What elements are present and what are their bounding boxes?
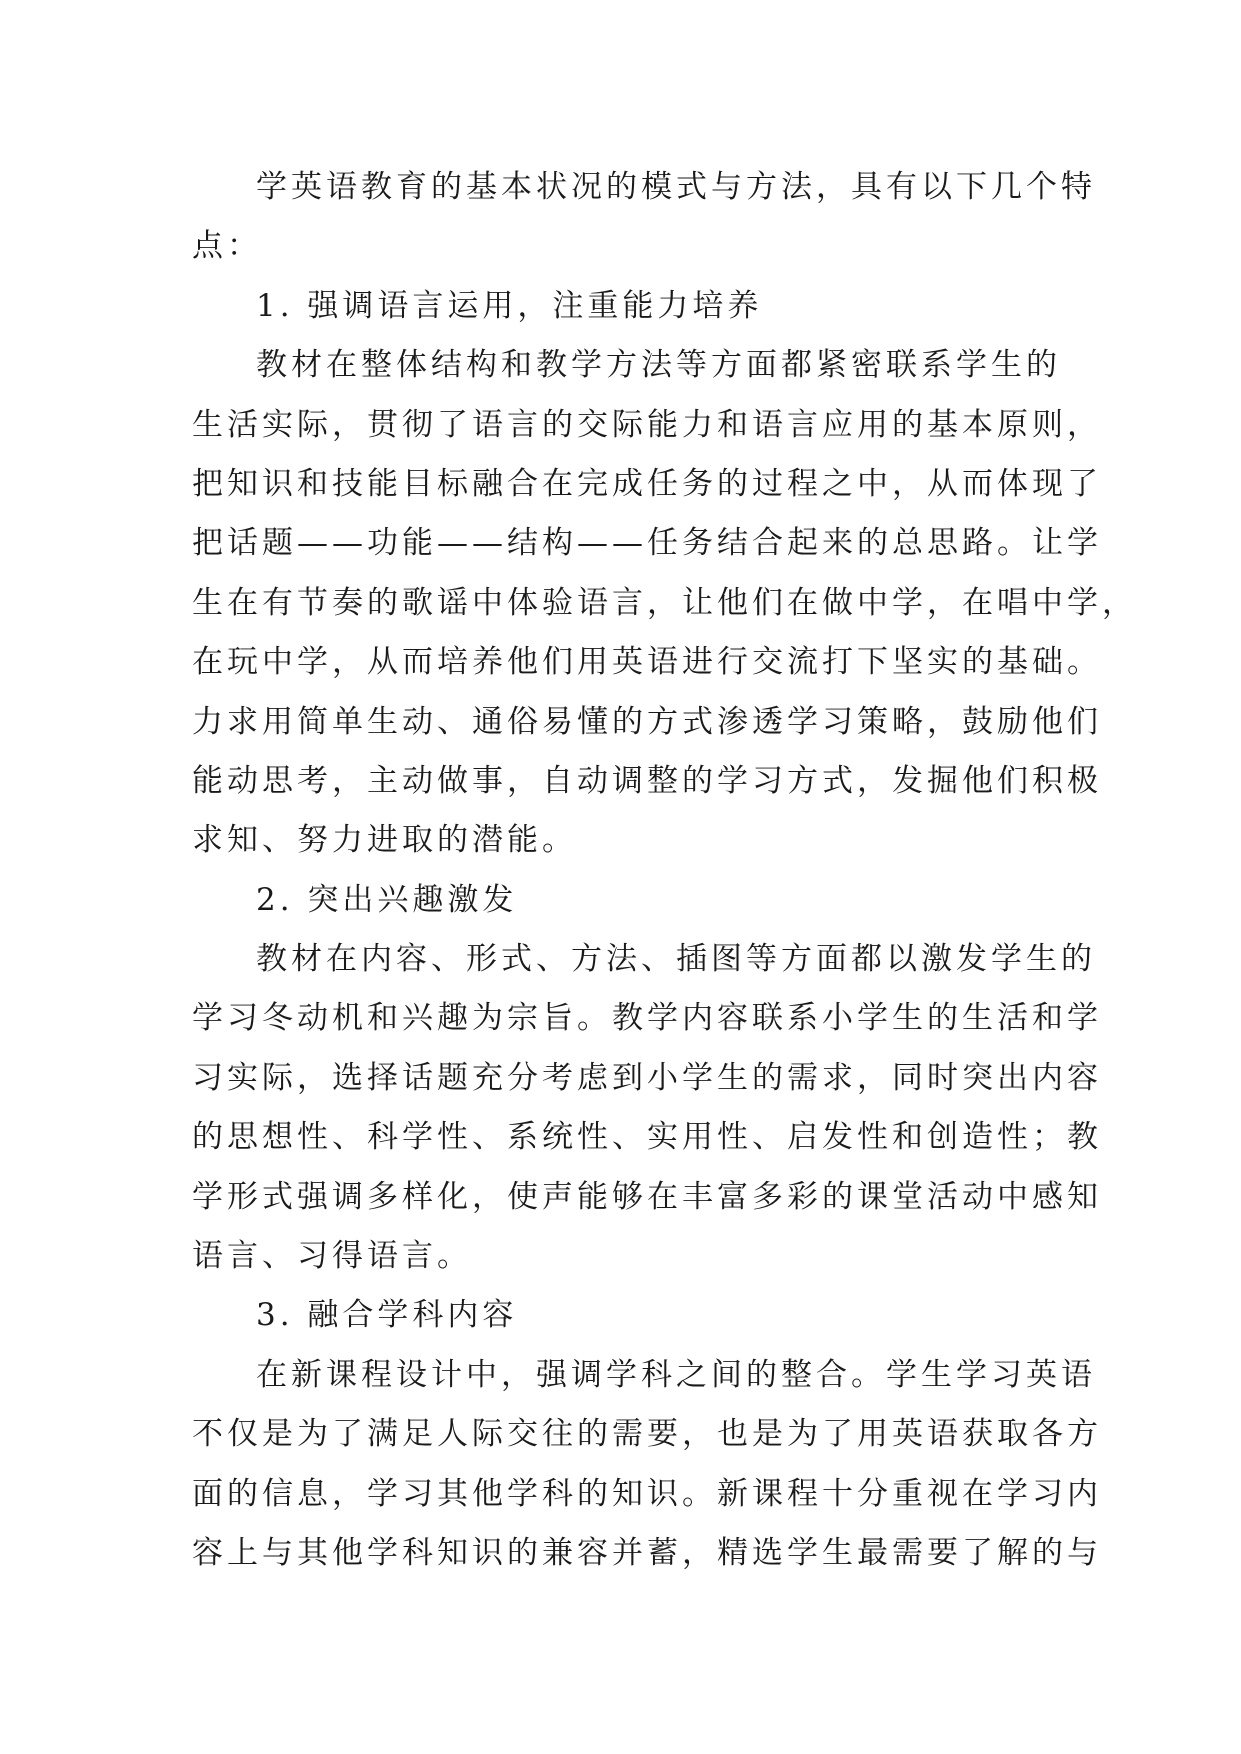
paragraph-line: 生在有节奏的歌谣中体验语言，让他们在做中学，在唱中学， [192,584,1137,621]
section-heading-text: 2. 突出兴趣激发 [256,881,518,918]
paragraph-line: 教材在内容、形式、方法、插图等方面都以激发学生的 [256,941,1096,978]
intro-paragraph [192,158,1096,277]
paragraph-line: 把知识和技能目标融合在完成任务的过程之中，从而体现了 [192,465,1102,502]
paragraph-line: 不仅是为了满足人际交往的需要，也是为了用英语获取各方 [192,1416,1102,1453]
paragraph-line: 生活实际，贯彻了语言的交际能力和语言应用的基本原则， [192,406,1102,443]
section-1-paragraph [192,336,1137,871]
paragraph-line: 容上与其他学科知识的兼容并蓄，精选学生最需要了解的与 [192,1534,1102,1571]
paragraph-line: 求知、努力进取的潜能。 [192,822,577,859]
paragraph-line: 学英语教育的基本状况的模式与方法，具有以下几个特 [256,169,1096,205]
section-heading-2 [192,871,1062,930]
paragraph-line: 把话题——功能——结构——任务结合起来的总思路。让学 [192,525,1102,562]
section-3-paragraph [192,1346,1102,1584]
paragraph-line: 教材在整体结构和教学方法等方面都紧密联系学生的 [256,347,1061,384]
section-2-paragraph [192,930,1102,1286]
section-heading-text: 3. 融合学科内容 [256,1297,518,1334]
paragraph-line: 语言、习得语言。 [192,1238,472,1275]
document-body [192,158,1137,1583]
paragraph-line: 面的信息，学习其他学科的知识。新课程十分重视在学习内 [192,1475,1102,1512]
paragraph-line: 点： [192,228,262,265]
paragraph-line: 力求用简单生动、通俗易懂的方式渗透学习策略，鼓励他们 [192,703,1102,740]
paragraph-line: 学形式强调多样化，使声能够在丰富多彩的课堂活动中感知 [192,1178,1102,1215]
paragraph-line: 习实际，选择话题充分考虑到小学生的需求，同时突出内容 [192,1059,1102,1096]
paragraph-line: 的思想性、科学性、系统性、实用性、启发性和创造性；教 [192,1119,1102,1156]
paragraph-line: 在玩中学，从而培养他们用英语进行交流打下坚实的基础。 [192,644,1102,681]
section-heading-1 [192,277,1062,336]
paragraph-line: 在新课程设计中，强调学科之间的整合。学生学习英语 [256,1356,1096,1393]
paragraph-line: 能动思考，主动做事，自动调整的学习方式，发掘他们积极 [192,762,1102,799]
paragraph-line: 学习冬动机和兴趣为宗旨。教学内容联系小学生的生活和学 [192,1000,1102,1037]
section-heading-3 [192,1286,1062,1345]
section-heading-text: 1. 强调语言运用，注重能力培养 [256,287,763,324]
